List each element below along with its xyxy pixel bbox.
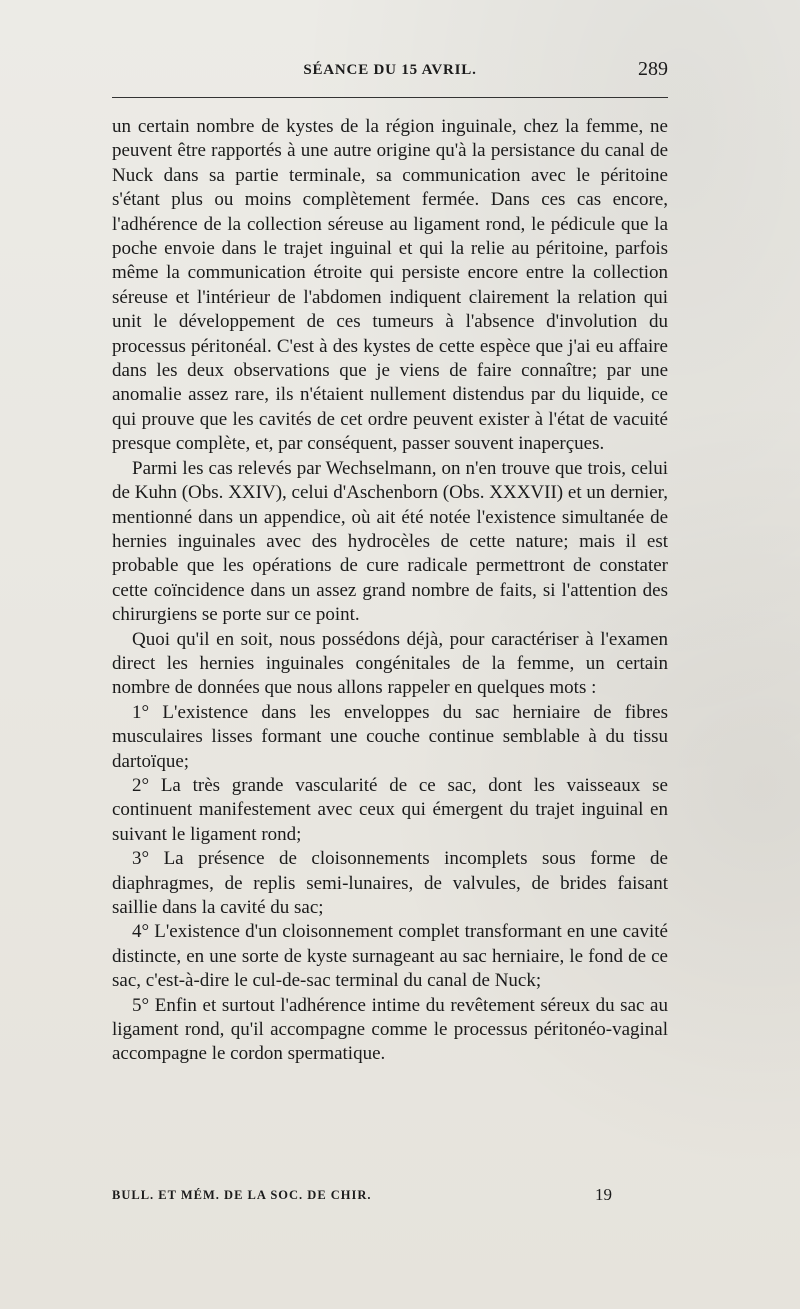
list-item: 1° L'existence dans les enveloppes du sac herniaire de fibres musculaires lisses formant une couche continue semblable à du tissu dartoïque; (112, 701, 668, 772)
list-item: 4° L'existence d'un cloisonnement complet transformant en une cavité distincte, en une sorte de kyste surnageant au sac herniaire, le fond de ce sac, c'est-à-dire le cul-de-sac terminal du canal de Nuck; (112, 921, 668, 992)
page-number: 289 (638, 58, 668, 80)
paragraph: Quoi qu'il en soit, nous possédons déjà, pour caractériser à l'examen direct les hernies inguinales congénitales de la femme, un certain nombre de données que nous allons rappeler en quelques mots : (112, 628, 668, 699)
body-text (112, 115, 668, 1067)
list-item: 2° La très grande vascularité de ce sac, dont les vaisseaux se continuent manifestement avec ceux qui émergent du trajet inguinal en suivant le ligament rond; (112, 774, 668, 845)
list-item: 3° La présence de cloisonnements incomplets sous forme de diaphragmes, de replis semi-lunaires, de valvules, de brides faisant saillie dans la cavité du sac; (112, 848, 668, 918)
paragraph: Parmi les cas relevés par Wechselmann, on n'en trouve que trois, celui de Kuhn (Obs. XXIV), celui d'Aschenborn (Obs. XXXVII) et un dernier, mentionné dans un appendice, où ait été notée l'existence simultanée de hernies inguinales avec des hydrocèles de cette nature; mais il est probable que les opérations de cure radicale permettront de constater cette coïncidence dans un assez grand nombre de faits, si l'attention des chirurgiens se porte sur ce point. (112, 457, 668, 626)
list-item: 5° Enfin et surtout l'adhérence intime du revêtement séreux du sac au ligament rond, qu'il accompagne comme le processus péritonéo-vaginal accompagne le cordon spermatique. (112, 994, 668, 1065)
running-title: SÉANCE DU 15 AVRIL. (303, 62, 477, 78)
paragraph: un certain nombre de kystes de la région inguinale, chez la femme, ne peuvent être rapportés à une autre origine qu'à la persistance du canal de Nuck dans sa partie terminale, sa communication avec le péritoine s'étant plus ou moins complètement fermée. Dans ces cas encore, l'adhérence de la collection séreuse au ligament rond, le pédicule que la poche envoie dans le trajet inguinal et qui la relie au péritoine, parfois même la communication étroite qui persiste encore entre la collection séreuse et l'intérieur de l'abdomen indiquent clairement la relation qui unit le développement de ces tumeurs à l'absence d'involution du processus péritonéal. C'est à des kystes de cette espèce que j'ai eu affaire dans les deux observations que je viens de faire connaître; par une anomalie assez rare, ils n'étaient nullement distendus par du liquide, ce qui prouve que les cavités de cet ordre peuvent exister à l'état de vacuité presque complète, et, par conséquent, passer souvent inaperçues. (112, 116, 668, 455)
journal-title: BULL. ET MÉM. DE LA SOC. DE CHIR. (112, 1188, 372, 1202)
running-header (112, 58, 668, 84)
header-rule (112, 97, 668, 98)
signature-mark: 19 (595, 1185, 612, 1204)
